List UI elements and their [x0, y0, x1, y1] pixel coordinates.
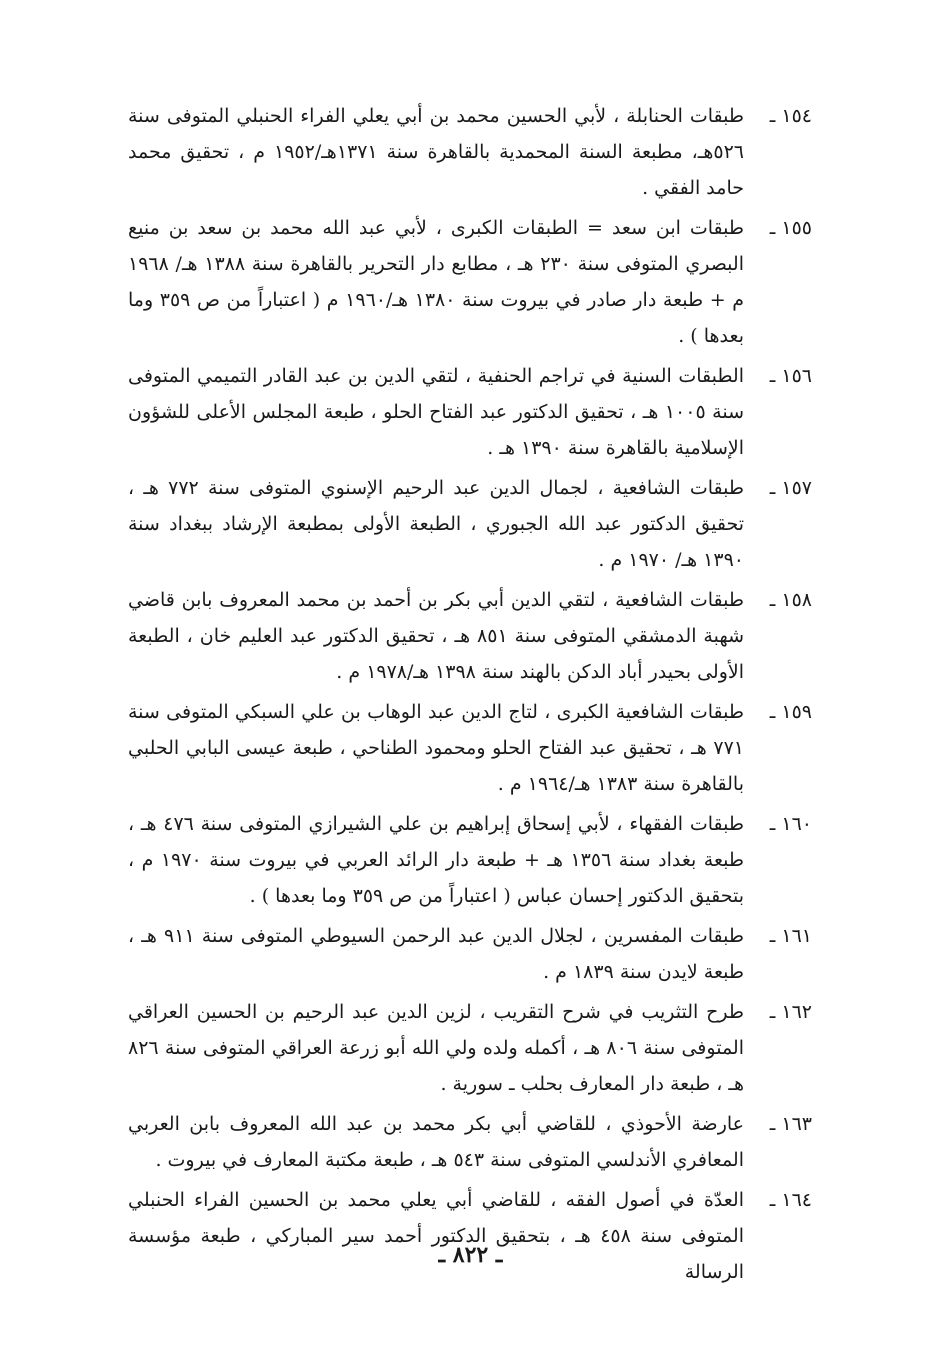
entry-text: طبقات الشافعية ، لجمال الدين عبد الرحيم الإسنوي المتوفى سنة ٧٧٢ هـ ، تحقيق الدكتور عبد الله الجبوري ، الطبعة الأولى بمطبعة الإرشاد ببغداد سنة ١٣٩٠ هـ/ ١٩٧٠ م . [128, 477, 744, 571]
bibliography-page [128, 98, 812, 1283]
entry-text: طبقات الشافعية الكبرى ، لتاج الدين عبد الوهاب بن علي السبكي المتوفى سنة ٧٧١ هـ ، تحقيق عبد الفتاح الحلو ومحمود الطناحي ، طبعة عيسى البابي الحلبي بالقاهرة سنة ١٣٨٣ هـ/١٩٦٤ م . [128, 701, 744, 795]
bibliography-entry-163 [128, 1106, 812, 1178]
entry-number: ١٥٥ ـ [769, 217, 812, 239]
entry-number: ١٥٤ ـ [769, 105, 812, 127]
entry-text: طرح التثريب في شرح التقريب ، لزين الدين عبد الرحيم بن الحسين العراقي المتوفى سنة ٨٠٦ هـ ، أكمله ولده ولي الله أبو زرعة العراقي المتوفى سنة ٨٢٦ هـ ، طبعة دار المعارف بحلب ـ سورية . [128, 1001, 744, 1095]
entry-text: الطبقات السنية في تراجم الحنفية ، لتقي الدين بن عبد القادر التميمي المتوفى سنة ١٠٠٥ هـ ، تحقيق الدكتور عبد الفتاح الحلو ، طبعة المجلس الأعلى للشؤون الإسلامية بالقاهرة سنة ١٣٩٠ هـ . [128, 365, 744, 459]
bibliography-entry-162 [128, 994, 812, 1102]
entry-number: ١٦١ ـ [769, 925, 812, 947]
bibliography-entry-155 [128, 210, 812, 354]
entry-number: ١٦٣ ـ [769, 1113, 812, 1135]
entry-text: طبقات الحنابلة ، لأبي الحسين محمد بن أبي يعلي الفراء الحنبلي المتوفى سنة ٥٢٦هـ، مطبعة السنة المحمدية بالقاهرة سنة ١٣٧١هـ/١٩٥٢ م ، تحقيق محمد حامد الفقي . [128, 105, 744, 199]
entry-number: ١٥٦ ـ [769, 365, 812, 387]
entry-text: العدّة في أصول الفقه ، للقاضي أبي يعلي محمد بن الحسين الفراء الحنبلي المتوفى سنة ٤٥٨ هـ ، بتحقيق الدكتور أحمد سير المباركي ، طبعة مؤسسة الرسالة [128, 1189, 744, 1283]
entry-text: عارضة الأحوذي ، للقاضي أبي بكر محمد بن عبد الله المعروف بابن العربي المعافري الأندلسي المتوفى سنة ٥٤٣ هـ ، طبعة مكتبة المعارف في بيروت . [128, 1113, 744, 1171]
entry-text: طبقات الشافعية ، لتقي الدين أبي بكر بن أحمد بن محمد المعروف بابن قاضي شهبة الدمشقي المتوفى سنة ٨٥١ هـ ، تحقيق الدكتور عبد العليم خان ، الطبعة الأولى بحيدر أباد الدكن بالهند سنة ١٣٩٨ هـ/١٩٧٨ م . [128, 589, 745, 683]
bibliography-entry-156 [128, 358, 812, 466]
entry-text: طبقات المفسرين ، لجلال الدين عبد الرحمن السيوطي المتوفى سنة ٩١١ هـ ، طبعة لايدن سنة ١٨٣٩ م . [128, 925, 744, 983]
entry-number: ١٦٤ ـ [769, 1189, 812, 1211]
entry-number: ١٥٨ ـ [769, 589, 812, 611]
entry-text: طبقات ابن سعد = الطبقات الكبرى ، لأبي عبد الله محمد بن سعد بن منيع البصري المتوفى سنة ٢٣٠ هـ ، مطابع دار التحرير بالقاهرة سنة ١٣٨٨ هـ/ ١٩٦٨ م + طبعة دار صادر في بيروت سنة ١٣٨٠ هـ/١٩٦٠ م ( اعتباراً من ص ٣٥٩ وما بعدها ) . [128, 217, 745, 347]
bibliography-entry-158 [128, 582, 812, 690]
bibliography-entry-154 [128, 98, 812, 206]
bibliography-entry-160 [128, 806, 812, 914]
entry-number: ١٦٢ ـ [769, 1001, 812, 1023]
entry-number: ١٦٠ ـ [769, 813, 812, 835]
entry-number: ١٥٧ ـ [769, 477, 812, 499]
page-number: ـ ٨٢٢ ـ [438, 1242, 503, 1268]
bibliography-entry-161 [128, 918, 812, 990]
bibliography-entry-157 [128, 470, 812, 578]
bibliography-entry-159 [128, 694, 812, 802]
bibliography-entry-164 [128, 1182, 812, 1290]
entry-number: ١٥٩ ـ [769, 701, 812, 723]
entry-text: طبقات الفقهاء ، لأبي إسحاق إبراهيم بن علي الشيرازي المتوفى سنة ٤٧٦ هـ ، طبعة بغداد سنة ١٣٥٦ هـ + طبعة دار الرائد العربي في بيروت سنة ١٩٧٠ م ، بتحقيق الدكتور إحسان عباس ( اعتباراً من ص ٣٥٩ وما بعدها ) . [128, 813, 744, 907]
